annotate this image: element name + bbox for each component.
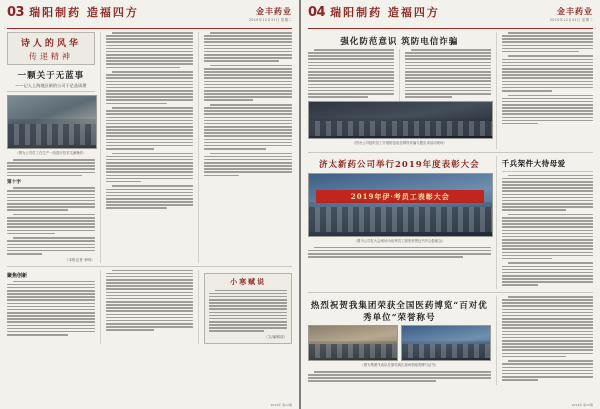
left-c2-para-3 [106,107,194,149]
left-subheadline: ——记入上海地区新的公司干足品质理 [7,83,95,92]
left-boxed-feature [204,273,292,344]
right-low-side [496,296,593,385]
section-band-left [7,32,95,65]
right-top-c1-para [308,49,394,98]
left-bottom-rule [7,266,292,267]
publication-logo-left: 金丰药业 [256,6,292,16]
right-low-para [308,371,491,382]
right-low-photo-1 [308,325,398,361]
folio-number-left: 03 [7,5,25,20]
left-feature-photo-caption: （图为公司员工在生产一线进行技术交流操作） [15,151,87,155]
right-top-side [496,32,593,149]
right-low-headline: 热烈祝贺我集团荣获全国医药博览“百对优秀单位”荣誉称号 [310,300,488,323]
right-top-headline: 强化防范意识 筑防电信诈骗 [340,37,459,47]
left-page-columns [7,32,292,263]
left-c2-para-4 [106,153,194,183]
page-gutter [299,0,301,409]
left-c3-para-1 [204,32,292,62]
left-column-3 [198,32,292,263]
left-boxed-title: 小寒赋说 [230,276,267,286]
left-c1-para-3 [7,214,95,234]
publication-date-right: 2019年12月31日 星期二 [549,18,593,22]
right-top-main [308,32,491,149]
right-mid-rule [308,152,593,153]
right-side-headline: 千兵架件大待母爱 [502,158,593,172]
right-top-c1 [308,49,394,101]
masthead-right-right [550,6,593,22]
right-low-photo-pair [308,325,491,361]
left-c3-para-4 [204,153,292,177]
right-low-side-para-1 [502,296,593,357]
right-mid-columns [308,156,593,289]
right-top-c2 [399,49,491,101]
left-c1-para-4 [7,237,95,254]
left-c1-para-1 [7,159,95,176]
masthead-title-right: 瑞阳制药 造福四方 [330,6,440,19]
left-bottom-head: 聚焦创新 [7,272,28,279]
right-side-para-1 [502,32,593,52]
right-side-b-para-3 [502,262,593,286]
right-mid-photo [308,173,493,237]
page-right [301,0,600,409]
left-page-footer: 2019年 第12期 [270,403,292,407]
left-c2-para-5 [106,185,194,209]
right-side-b-para-1 [502,175,593,211]
left-c3-para-2 [204,65,292,101]
left-bottom-columns [7,270,292,344]
right-side-b-para-2 [502,214,593,260]
left-bottom-c1-para [7,281,95,336]
section-band-line1: 诗人的风华 [20,39,81,49]
section-band-line2: 传递精神 [28,52,73,61]
left-boxed-para [209,290,287,332]
left-bottom-col-2 [100,270,194,344]
right-mid-headline: 济太新药公司举行2019年度表彰大会 [319,159,480,170]
left-c1-lead: 第十字 [7,180,21,186]
masthead-right-left [249,6,292,22]
folio-number-right: 04 [308,5,326,20]
left-bottom-col-1 [7,270,95,344]
left-boxed-sign: （文/编辑部） [264,335,288,340]
left-bottom-c2-para [106,270,194,331]
right-top-c2-para [405,49,491,98]
award-banner-text: 2019年伊·考员工表彰大会 [350,191,450,201]
right-mid-side [496,156,593,289]
right-low-photo-caption: （图为集团代表队在颁奖典礼现场领取奖牌与证书） [360,362,439,367]
right-low-main [308,296,491,385]
left-column-1 [7,32,95,263]
masthead-left [7,6,292,29]
right-top-columns [308,32,593,149]
right-top-photo [308,101,493,139]
left-c1-sign: （本报记者 李明） [64,257,95,262]
right-low-side-para-2 [502,360,593,380]
right-mid-photo-caption: （图为公司在大会现场为优秀员工颁发荣誉证书并合影留念） [353,238,446,243]
right-mid-main [308,156,491,289]
right-page-footer: 2019年 第12期 [571,403,593,407]
left-c1-para-2 [7,187,95,211]
left-c2-para-1 [106,32,194,68]
left-bottom-col-3 [198,270,292,344]
page-left [0,0,299,409]
masthead-right [308,6,593,29]
left-feature-photo [7,95,97,149]
right-low-rule [308,292,593,293]
right-top-subcols [308,49,491,101]
right-top-photo-caption: （图为公司组织员工开展防范电信网络诈骗专题宣讲活动现场） [351,140,447,145]
left-c2-para-2 [106,71,194,104]
right-low-photo-2 [401,325,491,361]
masthead-title-left: 瑞阳制药 造福四方 [29,6,139,19]
left-headline: 一颗关于无蓝事 [17,71,85,81]
publication-date-left: 2019年12月31日 星期二 [248,18,292,22]
right-mid-para [308,247,491,258]
right-side-para-3 [502,95,593,125]
left-c3-para-3 [204,104,292,150]
right-side-para-2 [502,55,593,91]
left-column-2 [100,32,194,263]
right-low-columns [308,296,593,385]
publication-logo-right: 金丰药业 [557,6,593,16]
